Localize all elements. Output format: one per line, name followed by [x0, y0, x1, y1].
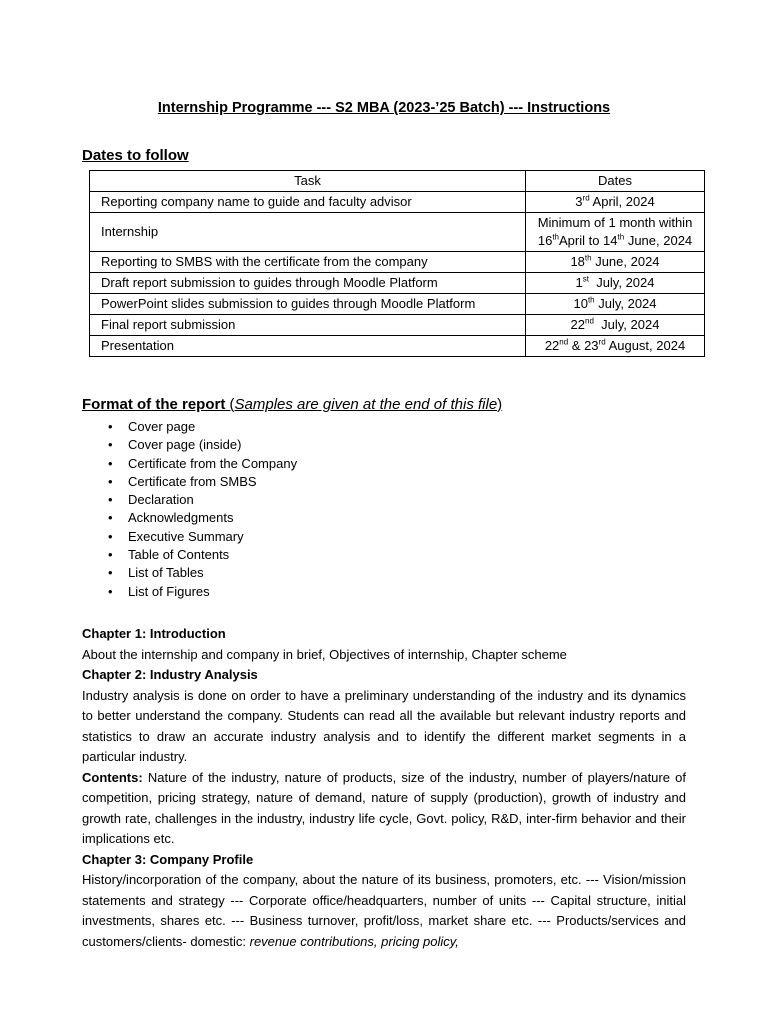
date-cell: 1st July, 2024: [526, 273, 705, 294]
table-row: [90, 273, 705, 294]
format-note: Samples are given at the end of this file: [234, 396, 498, 413]
task-column-header: Task: [90, 171, 526, 192]
table-row: [90, 294, 705, 315]
table-row: [90, 315, 705, 336]
dates-heading: Dates to follow: [82, 147, 189, 164]
date-cell: 18th June, 2024: [526, 252, 705, 273]
task-cell: Reporting company name to guide and faculty advisor: [90, 192, 526, 213]
list-item: • Cover page: [108, 419, 196, 434]
dates-column-header: Dates: [526, 171, 705, 192]
task-cell: PowerPoint slides submission to guides through Moodle Platform: [90, 294, 526, 315]
chapter-2-contents: Contents: Nature of the industry, nature of products, size of the industry, number of players/nature of competition, pricing strategy, nature of demand, nature of supply (production), growth of industry and growth rate, challenges in the industry, industry life cycle, Govt. policy, R&D, inter-firm behavior and their implications etc.: [82, 769, 686, 846]
chapters-section: [82, 624, 686, 952]
list-item: • Certificate from the Company: [108, 455, 298, 471]
list-item: • Cover page (inside): [108, 437, 242, 453]
table-row: [90, 213, 705, 252]
task-cell: Draft report submission to guides through Moodle Platform: [90, 273, 526, 294]
list-item: • List of Figures: [108, 583, 210, 599]
chapter-1-text: About the internship and company in brief, Objectives of internship, Chapter scheme: [82, 646, 567, 662]
task-cell: Final report submission: [90, 315, 526, 336]
date-cell: 22nd & 23rd August, 2024: [526, 336, 705, 357]
list-item: • Acknowledgments: [108, 510, 234, 526]
list-item: • Table of Contents: [108, 547, 230, 563]
date-cell: 3rd April, 2024: [526, 192, 705, 213]
page-title: Internship Programme --- S2 MBA (2023-’25 Batch) --- Instructions: [157, 100, 611, 116]
list-item: • Declaration: [108, 492, 194, 508]
task-cell: Presentation: [90, 336, 526, 357]
task-cell: Internship: [90, 213, 526, 252]
table-row: [90, 336, 705, 357]
dates-table: [89, 170, 705, 357]
date-cell: 22nd July, 2024: [526, 315, 705, 336]
chapter-1-heading: Chapter 1: Introduction: [82, 626, 226, 641]
list-item: • Certificate from SMBS: [108, 473, 257, 489]
chapter-3-heading: Chapter 3: Company Profile: [82, 851, 254, 867]
table-row: [90, 192, 705, 213]
chapter-2-text: Industry analysis is done on order to have a preliminary understanding of the industry and its dynamics to better understand the company. Students can read all the available but relevant industry reports and statistics to draw an accurate industry analysis and to identify the different market segments in a particular industry.: [82, 687, 686, 764]
date-cell: Minimum of 1 month within 16thApril to 14th June, 2024: [526, 213, 705, 252]
chapter-3-text: History/incorporation of the company, about the nature of its business, promoters, etc. --- Vision/mission statements and strategy --- Corporate office/headquarters, number of units --- Capital structure, initial investments, shares etc. --- Business turnover, profit/loss, market share etc. --- Products/services and customers/clients- domestic: revenue contributions, pricing policy,: [82, 872, 686, 949]
table-header-row: [90, 171, 705, 192]
list-item: • List of Tables: [108, 565, 204, 581]
format-heading: Format of the report (Samples are given at the end of this file): [82, 396, 503, 413]
format-list: [108, 418, 297, 601]
table-row: [90, 252, 705, 273]
list-item: • Executive Summary: [108, 528, 244, 544]
task-cell: Reporting to SMBS with the certificate from the company: [90, 252, 526, 273]
date-cell: 10th July, 2024: [526, 294, 705, 315]
chapter-2-heading: Chapter 2: Industry Analysis: [82, 667, 258, 682]
